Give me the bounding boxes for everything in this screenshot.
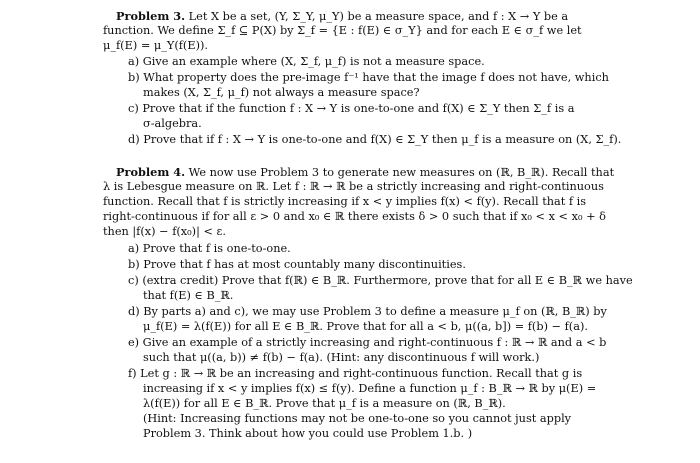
problem3-heading: Problem 3. [116,9,186,23]
problem4-intro-line-5: then |f(x) − f(x₀)| < ε. [103,225,226,238]
problem4-item-a: a) Prove that f is one-to-one. [128,242,291,255]
problem4-item-f-hint-2: Problem 3. Think about how you could use Problem 1.b. ) [143,427,473,440]
problem3-item-d: d) Prove that if f : X → Y is one-to-one and f(X) ∈ Σ_Y then μ_f is a measure on (X, Σ_f). [128,133,622,146]
problem4-intro-line-2: λ is Lebesgue measure on ℝ. Let f : ℝ → ℝ be a strictly increasing and right-continuous [103,180,604,193]
problem4-first-line [116,165,614,180]
problem4-item-f-cont-1: increasing if x < y implies f(x) ≤ f(y). Define a function μ_f : B_ℝ → ℝ by μ(E) = [143,382,597,395]
problem4-intro-line-4: right-continuous if for all ε > 0 and x₀ ∈ ℝ there exists δ > 0 such that if x₀ < x < x₀ + δ [103,210,606,223]
problem4-item-d-cont: μ_f(E) = λ(f(E)) for all E ∈ B_ℝ. Prove that for all a < b, μ((a, b]) = f(b) − f(a). [143,320,588,333]
problem4-intro-line-3: function. Recall that f is strictly increasing if x < y implies f(x) < f(y). Recall that f is [103,195,587,208]
problem3-intro-line-3: μ_f(E) = μ_Y(f(E)). [103,39,208,52]
problem4-item-f-cont-2: λ(f(E)) for all E ∈ B_ℝ. Prove that μ_f is a measure on (ℝ, B_ℝ). [143,397,506,410]
problem3-item-c: c) Prove that if the function f : X → Y is one-to-one and f(X) ∈ Σ_Y then Σ_f is a [128,102,575,115]
problem4-intro-line-1: We now use Problem 3 to generate new measures on (ℝ, B_ℝ). Recall that [188,166,615,179]
problem4-item-c: c) (extra credit) Prove that f(ℝ) ∈ B_ℝ. Furthermore, prove that for all E ∈ B_ℝ we have [128,274,633,287]
problem4-item-e-cont: such that μ((a, b)) ≠ f(b) − f(a). (Hint: any discontinuous f will work.) [143,351,540,364]
problem3-item-c-cont: σ-algebra. [143,117,202,130]
problem3-intro-line-2: function. We define Σ_f ⊆ P(X) by Σ_f = {E : f(E) ∈ σ_Y} and for each E ∈ σ_f we let [103,24,582,37]
problem3-item-a: a) Give an example where (X, Σ_f, μ_f) is not a measure space. [128,55,485,68]
problem4-item-f: f) Let g : ℝ → ℝ be an increasing and right-continuous function. Recall that g is [128,367,583,380]
problem3-first-line [116,9,568,24]
problem4-heading: Problem 4. [116,165,186,179]
problem4-item-e: e) Give an example of a strictly increasing and right-continuous f : ℝ → ℝ and a < b [128,336,607,349]
problem3-item-b: b) What property does the pre-image f⁻¹ have that the image f does not have, which [128,71,609,84]
problem3-intro-line-1: Let X be a set, (Y, Σ_Y, μ_Y) be a measure space, and f : X → Y be a [188,10,569,23]
problem4-item-f-hint-1: (Hint: Increasing functions may not be one-to-one so you cannot just apply [143,412,572,425]
problem4-item-c-cont: that f(E) ∈ B_ℝ. [143,289,234,302]
problem4-item-d: d) By parts a) and c), we may use Problem 3 to define a measure μ_f on (ℝ, B_ℝ) by [128,305,607,318]
problem4-item-b: b) Prove that f has at most countably many discontinuities. [128,258,466,271]
problem3-item-b-cont: makes (X, Σ_f, μ_f) not always a measure space? [143,86,420,99]
